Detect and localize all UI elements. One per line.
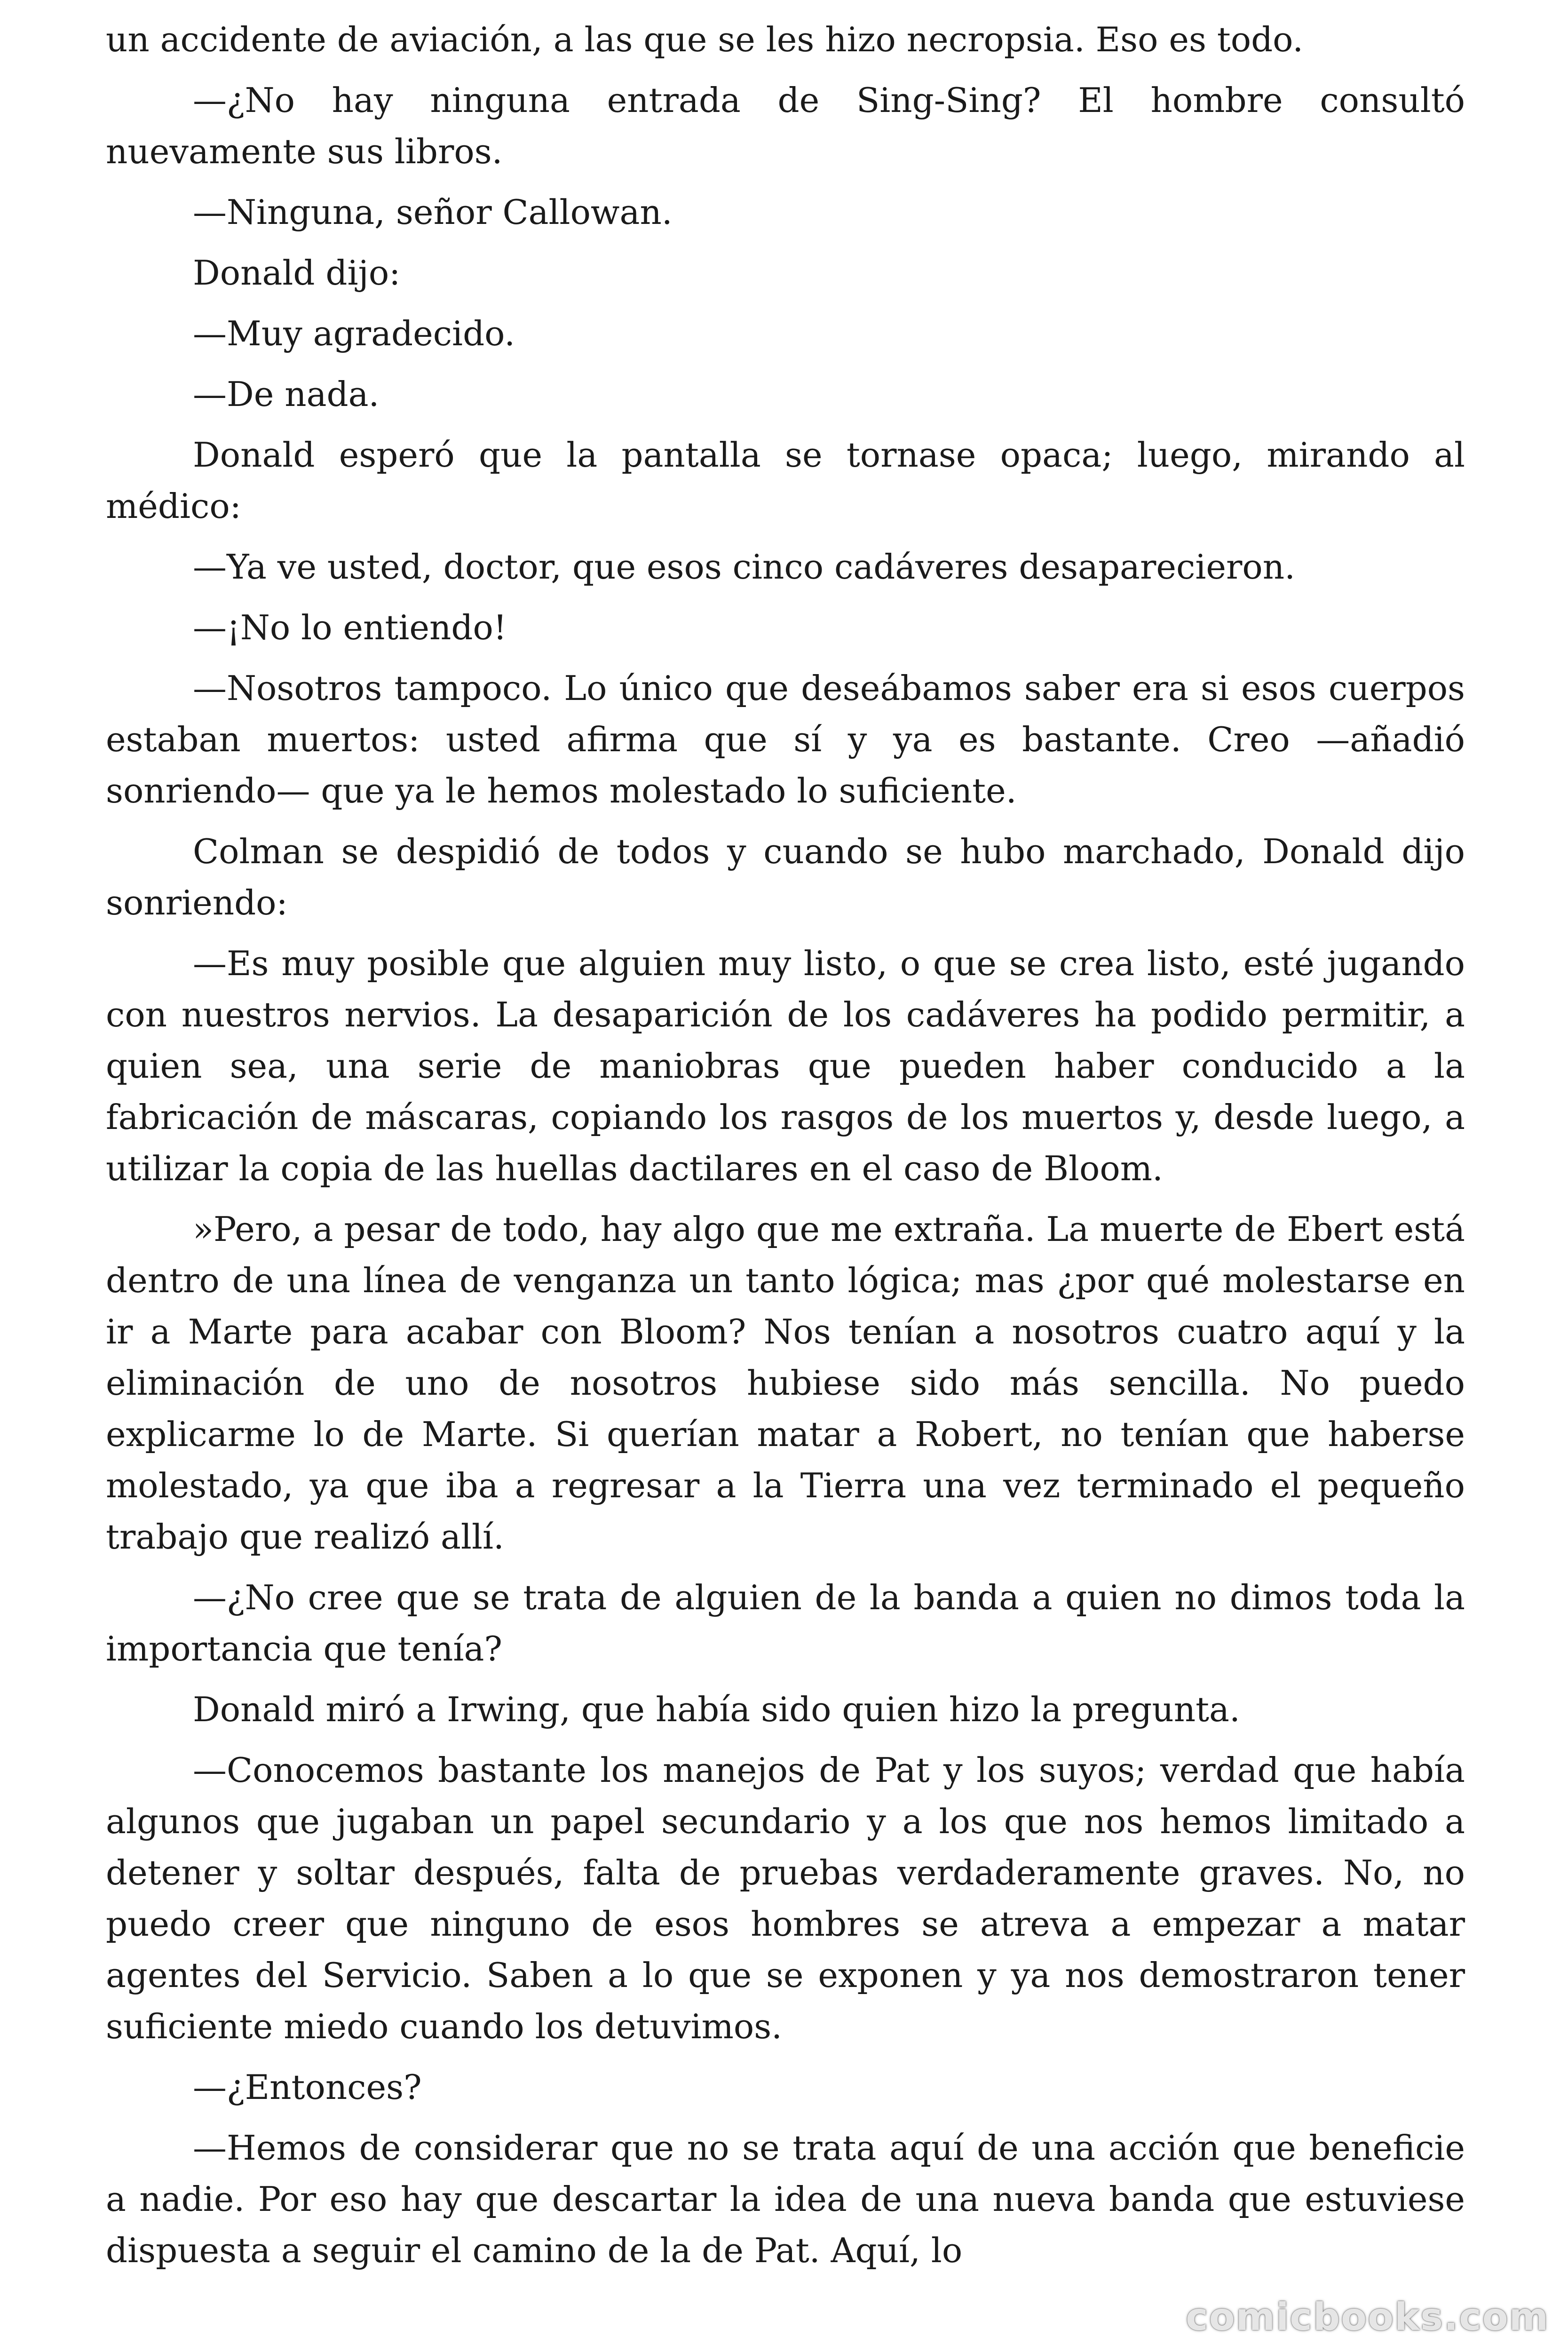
paragraph: —Conocemos bastante los manejos de Pat y los suyos; verdad que había algunos que jugaban un papel secundario y a los que nos hemos limitado a detener y soltar después, falta de pruebas verdaderamente graves. No, no puedo creer que ninguno de esos hombres se atreva a empezar a matar agentes del Servicio. Saben a lo que se exponen y ya nos demostraron tener suficiente miedo cuando los detuvimos. bbox=[106, 1750, 1465, 2046]
paragraph: —Ya ve usted, doctor, que esos cinco cadáveres desaparecieron. bbox=[193, 547, 1295, 587]
paragraph: —Hemos de considerar que no se trata aquí de una acción que beneficie a nadie. Por eso hay que descartar la idea de una nueva banda que estuviese dispuesta a seguir el camino de la de Pat. Aquí, lo bbox=[106, 2128, 1465, 2270]
page-text bbox=[106, 14, 1465, 2286]
paragraph: —Ninguna, señor Callowan. bbox=[193, 192, 673, 232]
paragraph: —De nada. bbox=[193, 374, 380, 414]
paragraph: —¿Entonces? bbox=[193, 2067, 422, 2107]
watermark: comicbooks.com bbox=[1186, 2295, 1549, 2339]
paragraph: —Nosotros tampoco. Lo único que deseábamos saber era si esos cuerpos estaban muertos: usted afirma que sí y ya es bastante. Creo —añadió sonriendo— que ya le hemos molestado lo suficiente. bbox=[106, 668, 1465, 810]
paragraph: —¿No hay ninguna entrada de Sing-Sing? El hombre consultó nuevamente sus libros. bbox=[106, 80, 1465, 171]
paragraph: un accidente de aviación, a las que se les hizo necropsia. Eso es todo. bbox=[106, 20, 1304, 59]
paragraph: Colman se despidió de todos y cuando se hubo marchado, Donald dijo sonriendo: bbox=[106, 832, 1465, 922]
paragraph: —¡No lo entiendo! bbox=[193, 608, 507, 647]
paragraph: —Muy agradecido. bbox=[193, 314, 515, 353]
paragraph: »Pero, a pesar de todo, hay algo que me extraña. La muerte de Ebert está dentro de una línea de venganza un tanto lógica; mas ¿por qué molestarse en ir a Marte para acabar con Bloom? Nos tenían a nosotros cuatro aquí y la eliminación de uno de nosotros hubiese sido más sencilla. No puedo explicarme lo de Marte. Si querían matar a Robert, no tenían que haberse molestado, ya que iba a regresar a la Tierra una vez terminado el pequeño trabajo que realizó allí. bbox=[106, 1209, 1465, 1557]
paragraph: Donald dijo: bbox=[193, 253, 401, 293]
paragraph: Donald miró a Irwing, que había sido quien hizo la pregunta. bbox=[193, 1690, 1240, 1729]
paragraph: Donald esperó que la pantalla se tornase opaca; luego, mirando al médico: bbox=[106, 435, 1465, 526]
paragraph: —¿No cree que se trata de alguien de la banda a quien no dimos toda la importancia que tenía? bbox=[106, 1578, 1465, 1669]
paragraph: —Es muy posible que alguien muy listo, o que se crea listo, esté jugando con nuestros nervios. La desaparición de los cadáveres ha podido permitir, a quien sea, una serie de maniobras que pueden haber conducido a la fabricación de máscaras, copiando los rasgos de los muertos y, desde luego, a utilizar la copia de las huellas dactilares en el caso de Bloom. bbox=[106, 944, 1465, 1188]
